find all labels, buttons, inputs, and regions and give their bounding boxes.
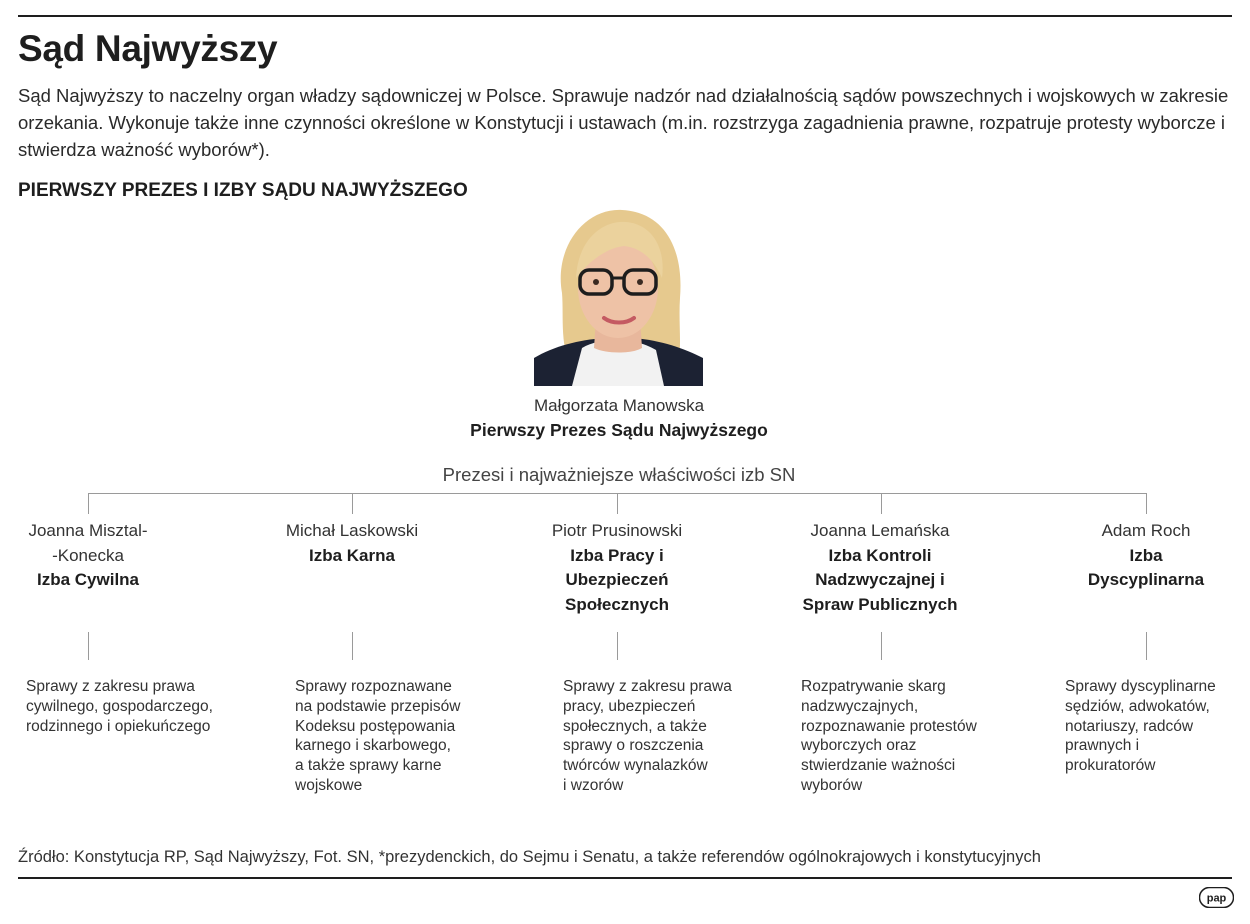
- description-line: na podstawie przepisów: [295, 697, 461, 715]
- first-president-name: Małgorzata Manowska: [533, 396, 705, 415]
- chamber-judge-name: Piotr Prusinowski: [551, 521, 683, 540]
- chamber-name: Izba Kontroli: [828, 545, 932, 565]
- description-line: wojskowe: [295, 776, 363, 794]
- connector-stub: [1146, 632, 1147, 660]
- chamber-description: [563, 677, 793, 796]
- description-line: sprawy o roszczenia: [563, 737, 704, 755]
- chamber-criminal: [237, 519, 467, 568]
- connector-stub: [617, 632, 618, 660]
- connector-stub: [352, 493, 353, 514]
- description-line: Sprawy z zakresu prawa: [563, 678, 732, 695]
- description-line: twórców wynalazków: [563, 757, 708, 775]
- chamber-name: Izba: [1129, 545, 1163, 565]
- description-line: notariuszy, radców: [1065, 717, 1194, 735]
- connector-stub: [1146, 493, 1147, 514]
- chamber-name: Izba Karna: [309, 545, 395, 565]
- description-line: sędziów, adwokatów,: [1065, 697, 1210, 715]
- chamber-labour: [502, 519, 732, 617]
- description-line: nadzwyczajnych,: [801, 697, 919, 715]
- lead-paragraph: Sąd Najwyższy to naczelny organ władzy sądowniczej w Polsce. Sprawuje nadzór nad działalnością sądów powszechnych i wojskowych w zakresie orzekania. Wykonuje także inne czynności określone w Konstytucji i ustawach (m.in. rozstrzyga zagadnienia prawne, rozpatruje protesty wyborcze i stwierdza ważność wyborów*).: [18, 85, 1229, 160]
- description-line: cywilnego, gospodarczego,: [26, 697, 213, 715]
- chamber-civil: [0, 519, 203, 593]
- chamber-judge-name: Joanna Lemańska: [810, 521, 950, 540]
- description-line: wyborczych oraz: [801, 737, 917, 755]
- description-line: Kodeksu postępowania: [295, 717, 456, 735]
- bottom-rule: [18, 877, 1232, 879]
- connector-stub: [881, 632, 882, 660]
- description-line: rozpoznawanie protestów: [801, 717, 977, 735]
- description-line: i wzorów: [563, 776, 624, 794]
- chamber-extraordinary-control: [765, 519, 995, 617]
- description-line: karnego i skarbowego,: [295, 737, 451, 755]
- chamber-name: Spraw Publicznych: [802, 594, 958, 614]
- description-line: stwierdzanie ważności: [801, 757, 956, 775]
- chamber-description: [801, 677, 1041, 796]
- chamber-judge-name: -Konecka: [52, 545, 124, 565]
- chamber-name: Ubezpieczeń: [565, 570, 669, 590]
- chamber-name: Izba Cywilna: [36, 570, 140, 590]
- connector-stub: [88, 632, 89, 660]
- description-line: Rozpatrywanie skarg: [801, 678, 946, 695]
- chamber-name: Nadzwyczajnej i: [815, 570, 945, 590]
- description-line: pracy, ubezpieczeń: [563, 697, 696, 715]
- chamber-name: Izba Pracy i: [570, 545, 664, 565]
- source-note: Źródło: Konstytucja RP, Sąd Najwyższy, Fot. SN, *prezydenckich, do Sejmu i Senatu, a także referendów ogólnokrajowych i konstytucyjnych: [18, 848, 1041, 866]
- chamber-disciplinary: [1031, 519, 1250, 593]
- connector-stub: [88, 493, 89, 514]
- first-president-role: Pierwszy Prezes Sądu Najwyższego: [470, 420, 768, 440]
- svg-text:pap: pap: [1206, 892, 1227, 905]
- chambers-heading: Prezesi i najważniejsze właściwości izb SN: [442, 464, 796, 485]
- description-line: rodzinnego i opiekuńczego: [26, 717, 211, 735]
- chamber-name: Społecznych: [565, 594, 669, 614]
- connector-stub: [352, 632, 353, 660]
- chamber-judge-name: Joanna Misztal-: [28, 521, 148, 540]
- page-title: Sąd Najwyższy: [18, 28, 278, 69]
- description-line: Sprawy rozpoznawane: [295, 678, 452, 695]
- section-heading: PIERWSZY PREZES I IZBY SĄDU NAJWYŻSZEGO: [18, 180, 468, 201]
- pap-logo: [1199, 887, 1234, 908]
- connector-stub: [881, 493, 882, 514]
- description-line: prokuratorów: [1065, 757, 1156, 775]
- chamber-description: [1065, 677, 1240, 776]
- portrait-photo: [534, 208, 703, 386]
- description-line: a także sprawy karne: [295, 757, 442, 775]
- chamber-description: [26, 677, 266, 736]
- chamber-description: [295, 677, 535, 796]
- description-line: wyborów: [801, 776, 863, 794]
- top-rule: [18, 15, 1232, 17]
- description-line: prawnych i: [1065, 737, 1140, 755]
- chamber-judge-name: Adam Roch: [1101, 521, 1191, 540]
- connector-stub: [617, 493, 618, 514]
- chamber-name: Dyscyplinarna: [1087, 570, 1205, 590]
- description-line: społecznych, a także: [563, 717, 707, 735]
- description-line: Sprawy dyscyplinarne: [1065, 678, 1216, 695]
- chamber-judge-name: Michał Laskowski: [285, 521, 419, 540]
- description-line: Sprawy z zakresu prawa: [26, 678, 195, 695]
